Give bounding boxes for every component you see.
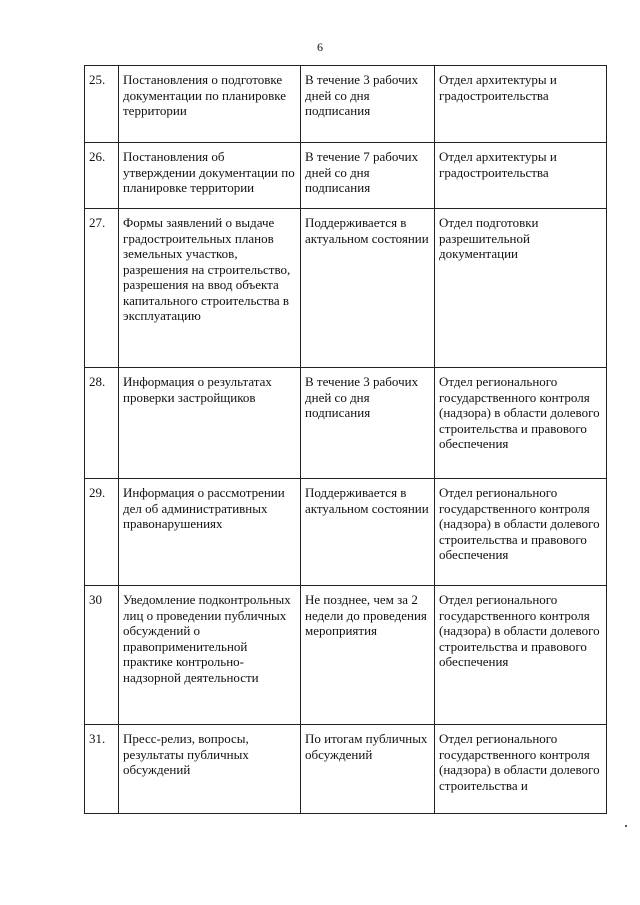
document-table — [84, 65, 607, 814]
responsible-department: Отдел регионального государственного контроля (надзора) в области долевого строительства и правового обеспечения — [435, 479, 607, 586]
publication-term: По итогам публичных обсуждений — [301, 725, 435, 814]
document-name: Постановления об утверждении документации по планировке территории — [119, 143, 301, 209]
scan-speck — [625, 825, 627, 827]
publication-term: В течение 7 рабочих дней со дня подписания — [301, 143, 435, 209]
responsible-department: Отдел регионального государственного контроля (надзора) в области долевого строительства и правового обеспечения — [435, 586, 607, 725]
row-number: 25. — [85, 66, 119, 143]
table-row — [85, 66, 607, 143]
document-name: Информация о результатах проверки застройщиков — [119, 368, 301, 479]
document-name: Информация о рассмотрении дел об административных правонарушениях — [119, 479, 301, 586]
table-row — [85, 725, 607, 814]
document-name: Пресс-релиз, вопросы, результаты публичных обсуждений — [119, 725, 301, 814]
table-row — [85, 143, 607, 209]
table-row — [85, 479, 607, 586]
publication-term: В течение 3 рабочих дней со дня подписания — [301, 66, 435, 143]
row-number: 28. — [85, 368, 119, 479]
row-number: 26. — [85, 143, 119, 209]
row-number: 31. — [85, 725, 119, 814]
publication-term: Поддерживается в актуальном состоянии — [301, 479, 435, 586]
row-number: 30 — [85, 586, 119, 725]
page-number: 6 — [317, 40, 323, 54]
table-row — [85, 586, 607, 725]
document-name: Уведомление подконтрольных лиц о проведении публичных обсуждений о правоприменительной практике контрольно-надзорной деятельности — [119, 586, 301, 725]
row-number: 29. — [85, 479, 119, 586]
responsible-department: Отдел подготовки разрешительной документации — [435, 209, 607, 368]
responsible-department: Отдел регионального государственного контроля (надзора) в области долевого строительства и — [435, 725, 607, 814]
document-name: Формы заявлений о выдаче градостроительных планов земельных участков, разрешения на строительство, разрешения на ввод объекта капитального строительства в эксплуатацию — [119, 209, 301, 368]
responsible-department: Отдел регионального государственного контроля (надзора) в области долевого строительства и правового обеспечения — [435, 368, 607, 479]
responsible-department: Отдел архитектуры и градостроительства — [435, 143, 607, 209]
table-row — [85, 209, 607, 368]
row-number: 27. — [85, 209, 119, 368]
publication-term: Не позднее, чем за 2 недели до проведения мероприятия — [301, 586, 435, 725]
responsible-department: Отдел архитектуры и градостроительства — [435, 66, 607, 143]
publication-term: В течение 3 рабочих дней со дня подписания — [301, 368, 435, 479]
table-row — [85, 368, 607, 479]
publication-term: Поддерживается в актуальном состоянии — [301, 209, 435, 368]
document-name: Постановления о подготовке документации по планировке территории — [119, 66, 301, 143]
